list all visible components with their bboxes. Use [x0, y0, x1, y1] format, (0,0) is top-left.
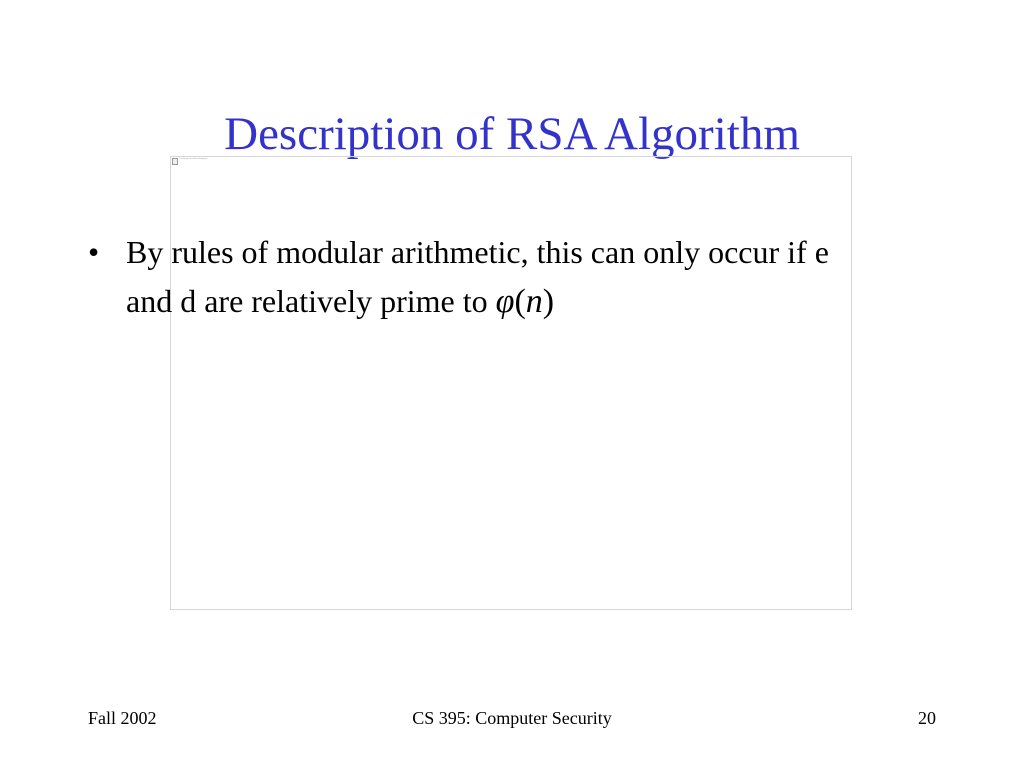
footer-date: Fall 2002 [88, 708, 157, 728]
footer-course: CS 395: Computer Security [412, 708, 612, 728]
math-phi-symbol: φ [495, 283, 515, 320]
image-placeholder-caption: The image cannot be displayed. [179, 158, 208, 160]
bullet-text: By rules of modular arithmetic, this can only occur if e and d are relatively prime to [126, 234, 829, 319]
math-close-paren: ) [542, 283, 555, 320]
math-variable: n [525, 283, 543, 320]
slide-title: Description of RSA Algorithm [224, 108, 800, 160]
broken-image-icon [172, 158, 178, 165]
bullet-list [88, 228, 868, 326]
image-placeholder-frame [170, 156, 852, 610]
footer-slide-number: 20 [918, 708, 936, 728]
math-expression [496, 283, 554, 320]
bullet-item [88, 228, 868, 326]
math-open-paren: ( [514, 283, 526, 320]
bullet-glyph: • [88, 234, 100, 270]
